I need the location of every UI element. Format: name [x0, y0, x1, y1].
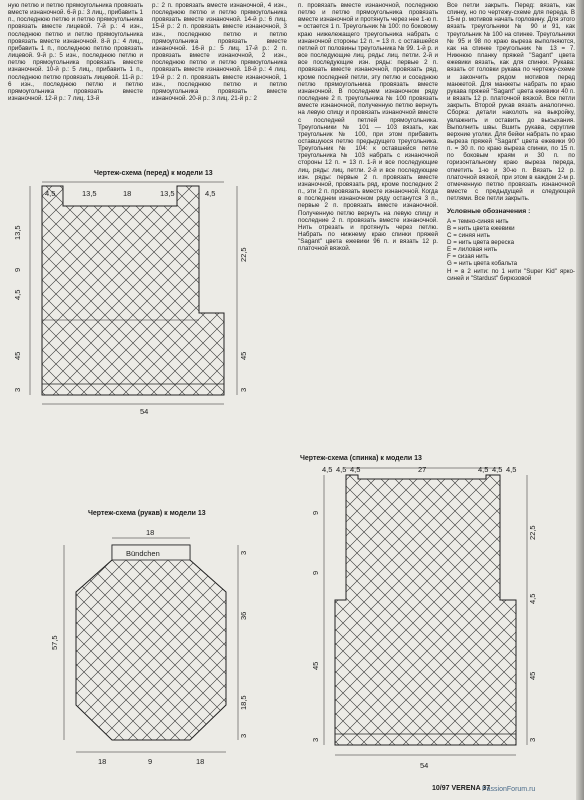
- front-outline: [42, 186, 224, 395]
- back-dim-left-0: 9: [311, 510, 320, 515]
- front-dim-top-4: 4,5: [205, 189, 216, 198]
- legend-item: E = лиловая нить: [447, 246, 498, 254]
- front-dim-left-2: 4,5: [13, 289, 22, 300]
- legend-item: B = нить цвета ежевики: [447, 224, 515, 232]
- back-dim-top-5: 4,5: [492, 465, 503, 474]
- back-dim-bottom: 54: [420, 761, 429, 770]
- front-dim-top-3: 13,5: [160, 189, 175, 198]
- back-dim-right-2: 45: [528, 671, 537, 680]
- front-dim-left-4: 3: [13, 387, 22, 392]
- front-dim-top-1: 13,5: [82, 189, 97, 198]
- back-dim-right-1: 4,5: [528, 593, 537, 604]
- sleeve-dim-right-3: 3: [239, 733, 248, 738]
- sleeve-dim-bottom-2: 18: [196, 757, 205, 766]
- sleeve-dim-bottom-1: 9: [148, 757, 153, 766]
- back-dim-left-3: 3: [311, 737, 320, 742]
- sleeve-dim-left: 57,5: [50, 635, 59, 650]
- sleeve-dim-top: 18: [146, 528, 155, 537]
- legend-item: G = нить цвета кобальта: [447, 260, 518, 268]
- front-chart-title: Чертеж-схема (перед) к модели 13: [94, 170, 213, 177]
- sleeve-dim-bottom-0: 18: [98, 757, 107, 766]
- front-dim-left-1: 9: [13, 267, 22, 272]
- back-schematic: [311, 465, 537, 770]
- sleeve-cuff-label: Bündchen: [126, 549, 160, 558]
- front-schematic: [13, 182, 248, 416]
- back-chart-title: Чертеж-схема (спинка) к модели 13: [300, 455, 422, 462]
- legend-item: F = сизая нить: [447, 253, 489, 261]
- watermark-site: PassionForum.ru: [482, 786, 536, 793]
- legend-heading: Условные обозначения :: [447, 208, 531, 216]
- text-column-3: п. провязать вместе изнаночной, последнюю петлю и петлю прямоугольника провязать вместе изнаночной и протянуть через нее 1-ю п. = остается 1 п. Треугольник № 100: по боковому краю нижележащего треугольника набрать с изнаночной стороны 12 п. = 13 п. с оставшейся петлей от половины треугольника № 99. 1-й р. и все последующие лиц. ряды: лиц. петли. 2-й и все последующие изн. ряды: первые 2 п. провязать вместе изнаночной, провязать ряд, кроме последней петли, эту петлю и соседнюю петлю прямоугольника провязать вместе изнаночной. В последнем изнаночном ряду последние 2 п. треугольника № 100 провязать вместе изнаночной, полученную петлю вернуть на левую спицу и провязать изнаночной вместе с последней петлей прямоугольника. Треугольники № 101 — 103 вязать, как треугольник № 100, при этом прибавить оставшуюся петлю предыдущего треугольника. Треугольник № 104: к оставшейся петле треугольника № 103 набрать с изнаночной стороны 12 п. = 13 п. 1-й и все последующие лиц. ряды: лиц. петли. 2-й и все последующие изн. ряды: первые 2 п. провязать вместе изнаночной, провязать ряд, кроме последних 2 п., эти 2 п. провязать вместе изнаночной. Когда в последнем изнаночном ряду останутся 3 п., первые 2 п. провязать вместе изнаночной. Полученную петлю вернуть на левую спицу и последние 2 п. провязать вместе изнаночной. Нить отрезать и протянуть через петлю. Набрать по нижнему краю спинки пряжей "Sagant" цвета ежевики 96 п. и вязать 12 р. платочной вязкой.: [298, 2, 438, 253]
- text-column-1: ную петлю и петлю прямоугольника провязать вместе изнаночной. 6-й р.: 3 лиц., прибавить 1 п., последнюю петлю и петлю прямоугольника провязать вместе лицевой. 7-й р.: 4 изн., последнюю петлю и петлю прямоугольника провязать вместе изнаночной. 8-й р.: 4 лиц., прибавить 1 п., последнюю петлю провязать лицевой. 9-й р.: 5 изн., последнюю петлю и петлю прямоугольника провязать вместе изнаночной. 10-й р.: 5 лиц., прибавить 1 п., последнюю петлю провязать лицевой. 11-й р.: 6 изн., последнюю петлю и петлю прямоугольника провязать вместе изнаночной. 12-й р.: 7 лиц. 13-й: [8, 2, 143, 103]
- front-dim-right-2: 3: [239, 387, 248, 392]
- sleeve-dim-right-1: 36: [239, 611, 248, 620]
- back-outline: [335, 475, 516, 745]
- back-dim-top-2: 4,5: [350, 465, 361, 474]
- legend-item: A = темно-синяя нить: [447, 217, 509, 225]
- front-dim-left-0: 13,5: [13, 225, 22, 240]
- front-dim-top-2: 18: [123, 189, 132, 198]
- legend-item: D = нить цвета вереска: [447, 239, 515, 246]
- front-dim-top-0: 4,5: [45, 189, 56, 198]
- sleeve-schematic: [50, 528, 248, 766]
- text-column-2: р.: 2 п. провязать вместе изнаночной, 4 изн., последнюю петлю и петлю прямоугольника провязать вместе изнаночной. 14-й р.: 6 лиц. 15-й р.: 2 п. провязать вместе изнаночной, 3 изн., последнюю петлю и петлю прямоугольника провязать вместе изнаночной. 16-й р.: 5 лиц. 17-й р.: 2 п. провязать вместе изнаночной, 2 изн., последнюю петлю и петлю прямоугольника провязать вместе изнаночной. 18-й р.: 4 лиц. 19-й р.: 2 п. провязать вместе изнаночной, 1 изн., последнюю петлю и петлю прямоугольника провязать вместе изнаночной. 20-й р.: 3 лиц. 21-й р.: 2: [152, 2, 287, 103]
- legend-item: C = синяя нить: [447, 231, 490, 239]
- front-dim-bottom: 54: [140, 407, 149, 416]
- back-dim-top-1: 4,5: [336, 465, 347, 474]
- sleeve-dim-right-0: 3: [239, 550, 248, 555]
- back-dim-left-1: 9: [311, 570, 320, 575]
- back-dim-top-0: 4,5: [322, 465, 333, 474]
- page-footer: 10/97 VERENA 37: [432, 785, 491, 792]
- front-dim-right-0: 22,5: [239, 247, 248, 262]
- back-dim-right-3: 3: [528, 737, 537, 742]
- back-dim-top-4: 4,5: [478, 465, 489, 474]
- back-dim-top-3: 27: [418, 465, 427, 474]
- sleeve-dim-right-2: 18,5: [239, 695, 248, 710]
- sleeve-outline: [76, 545, 226, 740]
- legend-item: H = в 2 нити: по 1 нити "Super Kid" ярко-синей и "Stardust" бирюзовой: [447, 267, 575, 282]
- back-dim-left-2: 45: [311, 661, 320, 670]
- back-dim-right-0: 22,5: [528, 525, 537, 540]
- back-dim-top-6: 4,5: [506, 465, 517, 474]
- front-dim-left-3: 45: [13, 351, 22, 360]
- front-dim-right-1: 45: [239, 351, 248, 360]
- sleeve-chart-title: Чертеж-схема (рукав) к модели 13: [88, 510, 206, 517]
- text-column-4: Все петли закрыть. Перед: вязать, как спинку, но по чертежу-схеме для переда. В 15-м р. мотивов начать горловину. Для этого вязать треугольники № 90 и 91, как треугольник № 100 на спинке. Треугольники № 95 и 98 по краю выреза выполняются, как на спинке треугольник № 13 = 7. Нижнюю планку пряжей "Sagant" цвета ежевики вязать, как для спинки. Рукава: вязать от головки рукава по чертежу-схеме и закончить рядом мотивов перед манжетой. Для манжеты набрать по краю рукава пряжей "Sagant" цвета ежевики 40 п. и вязать 12 р. платочной вязкой. Все петли закрыть. Второй рукав вязать аналогично. Сборка: детали наколоть на выкройку, увлажнить и оставить до высыхания. Выполнить швы. Вшить рукава, скруглив верхние уголки. Для бейки набрать по краю выреза пряжей "Sagant" цвета ежевики 90 п. = 30 п. по краю выреза спинки, по 15 п. по боковым краям и 30 п. по горизонтальному краю выреза переда, отметить 1-ю и 30-ю п. Вязать 12 р. платочной вязкой, при этом в каждом 2-м р. отмеченную петлю провязать изнаночной вместе с предыдущей и следующей петлями. Все петли закрыть. Условные обозначения : A = темно-синяя нить B = нить цвета ежевики C = синяя нить D = нить цвета вереска E = лиловая нить F = сизая нить G = нить цвета кобальта H = в 2 нити: по 1 нити "Super Kid" ярко-синей и "Stardust" бирюзовой: [447, 2, 575, 282]
